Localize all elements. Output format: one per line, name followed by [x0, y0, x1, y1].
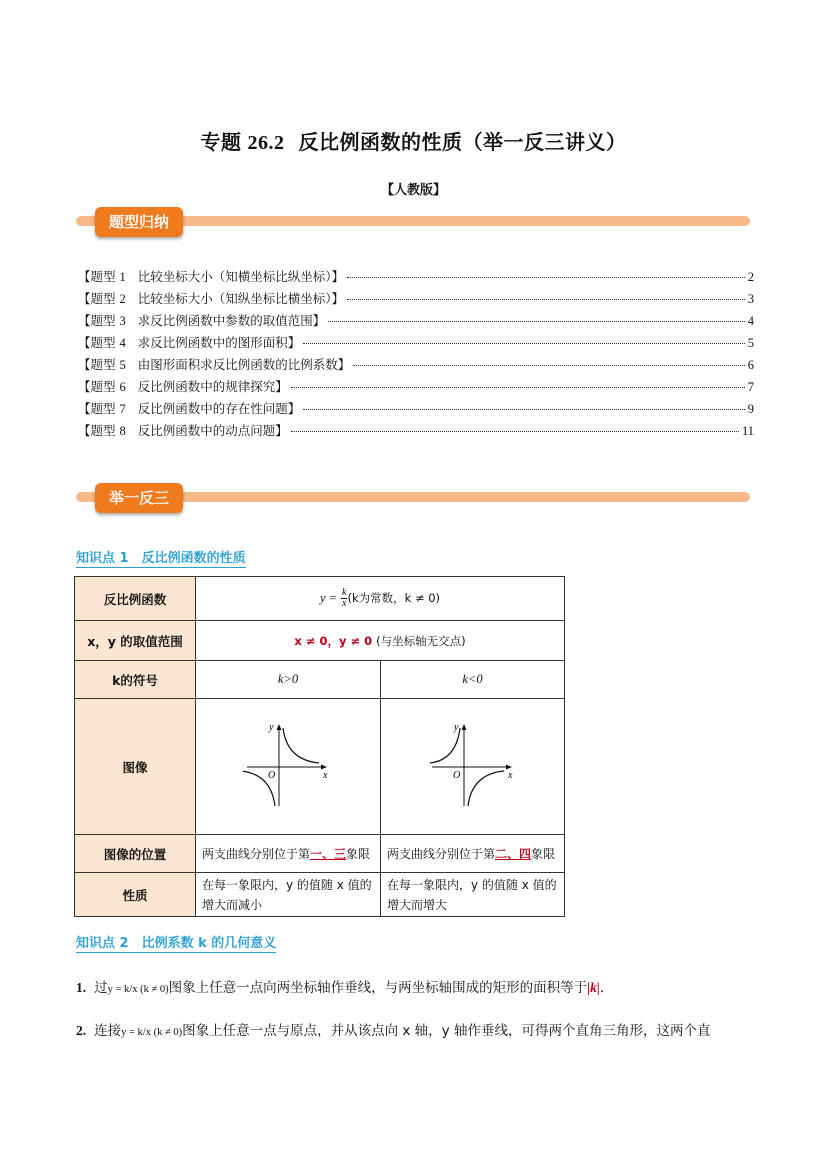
toc-row[interactable]	[78, 333, 754, 355]
formula-inline: y = k/x (k ≠ 0)	[121, 1027, 183, 1038]
property-k-negative: 在每一象限内，y 的值随 x 值的增大而增大	[381, 873, 565, 917]
toc-row[interactable]	[78, 267, 754, 289]
hyperbola-quadrants-1-3-graph	[243, 720, 333, 810]
row-header-function: 反比例函数	[75, 577, 196, 621]
toc-leader	[291, 387, 745, 388]
toc-type: 【题型 6	[78, 379, 126, 394]
toc-row[interactable]	[78, 377, 754, 399]
svg-text:x: x	[507, 770, 512, 781]
toc-type: 【题型 3	[78, 313, 126, 328]
paragraph-1: 1. 过y = k/x (k ≠ 0)图象上任意一点向两坐标轴作垂线，与两坐标轴围成的矩形的面积等于|k|.	[76, 980, 605, 996]
table-row	[75, 621, 565, 661]
toc-type: 【题型 5	[78, 357, 126, 372]
properties-table	[74, 576, 565, 917]
toc-label: 反比例函数中的存在性问题】	[137, 401, 301, 416]
svg-text:O: O	[452, 770, 460, 781]
section-pill-summary: 题型归纳	[95, 207, 183, 237]
table-of-contents	[78, 267, 754, 443]
toc-label: 求反比例函数中的图形面积】	[137, 335, 301, 350]
toc-leader	[303, 343, 744, 344]
toc-page: 6	[747, 358, 754, 372]
svg-text:y: y	[269, 722, 274, 733]
toc-row[interactable]	[78, 311, 754, 333]
formula-inline: y = k/x (k ≠ 0)	[107, 984, 169, 995]
table-row	[75, 835, 565, 873]
toc-page: 7	[747, 380, 754, 394]
position-k-negative: 两支曲线分别位于第二、四象限	[381, 835, 565, 873]
toc-page: 9	[747, 402, 754, 416]
table-row	[75, 661, 565, 699]
paragraph-2: 2. 连接y = k/x (k ≠ 0)图象上任意一点与原点，并从该点向 x 轴，y 轴作垂线，可得两个直角三角形，这两个直	[76, 1023, 711, 1039]
toc-type: 【题型 4	[78, 335, 126, 350]
sign-positive: k>0	[196, 661, 381, 699]
toc-type: 【题型 8	[78, 423, 126, 438]
toc-page: 3	[747, 292, 754, 306]
toc-leader	[347, 277, 745, 278]
table-row	[75, 873, 565, 917]
svg-text:y: y	[453, 722, 458, 733]
toc-page: 2	[747, 270, 754, 284]
graph-k-positive	[196, 699, 381, 835]
row-header-property: 性质	[75, 873, 196, 917]
range-value: x ≠ 0，y ≠ 0 (与坐标轴无交点)	[196, 621, 565, 661]
toc-label: 反比例函数中的规律探究】	[137, 379, 288, 394]
toc-label: 比较坐标大小（知纵坐标比横坐标）】	[137, 291, 345, 306]
row-header-position: 图像的位置	[75, 835, 196, 873]
graph-k-negative	[381, 699, 565, 835]
knowledge-point-1-heading: 知识点 1 反比例函数的性质	[76, 547, 246, 568]
section-pill-practice: 举一反三	[95, 483, 183, 513]
row-header-range: x，y 的取值范围	[75, 621, 196, 661]
knowledge-point-2-heading: 知识点 2 比例系数 k 的几何意义	[76, 932, 276, 953]
table-row	[75, 577, 565, 621]
function-formula: y = $\frac{k}{x}$ (k为常数，k ≠ 0)	[196, 577, 565, 621]
toc-label: 比较坐标大小（知横坐标比纵坐标）】	[137, 269, 345, 284]
toc-label: 由图形面积求反比例函数的比例系数】	[137, 357, 351, 372]
edition-label: 【人教版】	[380, 183, 446, 198]
toc-leader	[328, 321, 744, 322]
toc-page: 11	[741, 424, 754, 438]
toc-leader	[303, 409, 744, 410]
row-header-graph: 图像	[75, 699, 196, 835]
title-number: 26.2	[247, 132, 285, 154]
toc-label: 反比例函数中的动点问题】	[137, 423, 288, 438]
svg-text:x: x	[323, 770, 328, 781]
table-row	[75, 699, 565, 835]
toc-leader	[291, 431, 739, 432]
toc-type: 【题型 1	[78, 269, 126, 284]
toc-page: 4	[747, 314, 754, 328]
page-title	[0, 126, 827, 155]
toc-row[interactable]	[78, 421, 754, 443]
toc-leader	[353, 365, 744, 366]
toc-type: 【题型 7	[78, 401, 126, 416]
hyperbola-quadrants-2-4-graph	[428, 720, 518, 810]
title-prefix: 专题	[200, 130, 242, 154]
toc-row[interactable]	[78, 399, 754, 421]
property-k-positive: 在每一象限内，y 的值随 x 值的增大而减小	[196, 873, 381, 917]
toc-leader	[347, 299, 745, 300]
toc-page: 5	[747, 336, 754, 350]
sign-negative: k<0	[381, 661, 565, 699]
toc-label: 求反比例函数中参数的取值范围】	[137, 313, 326, 328]
toc-type: 【题型 2	[78, 291, 126, 306]
toc-row[interactable]	[78, 355, 754, 377]
position-k-positive: 两支曲线分别位于第一、三象限	[196, 835, 381, 873]
title-text: 反比例函数的性质（举一反三讲义）	[298, 130, 627, 154]
row-header-sign: k的符号	[75, 661, 196, 699]
toc-row[interactable]	[78, 289, 754, 311]
fraction-k-over-x: $\frac{k}{x}$	[342, 587, 347, 609]
svg-text:O: O	[268, 770, 276, 781]
